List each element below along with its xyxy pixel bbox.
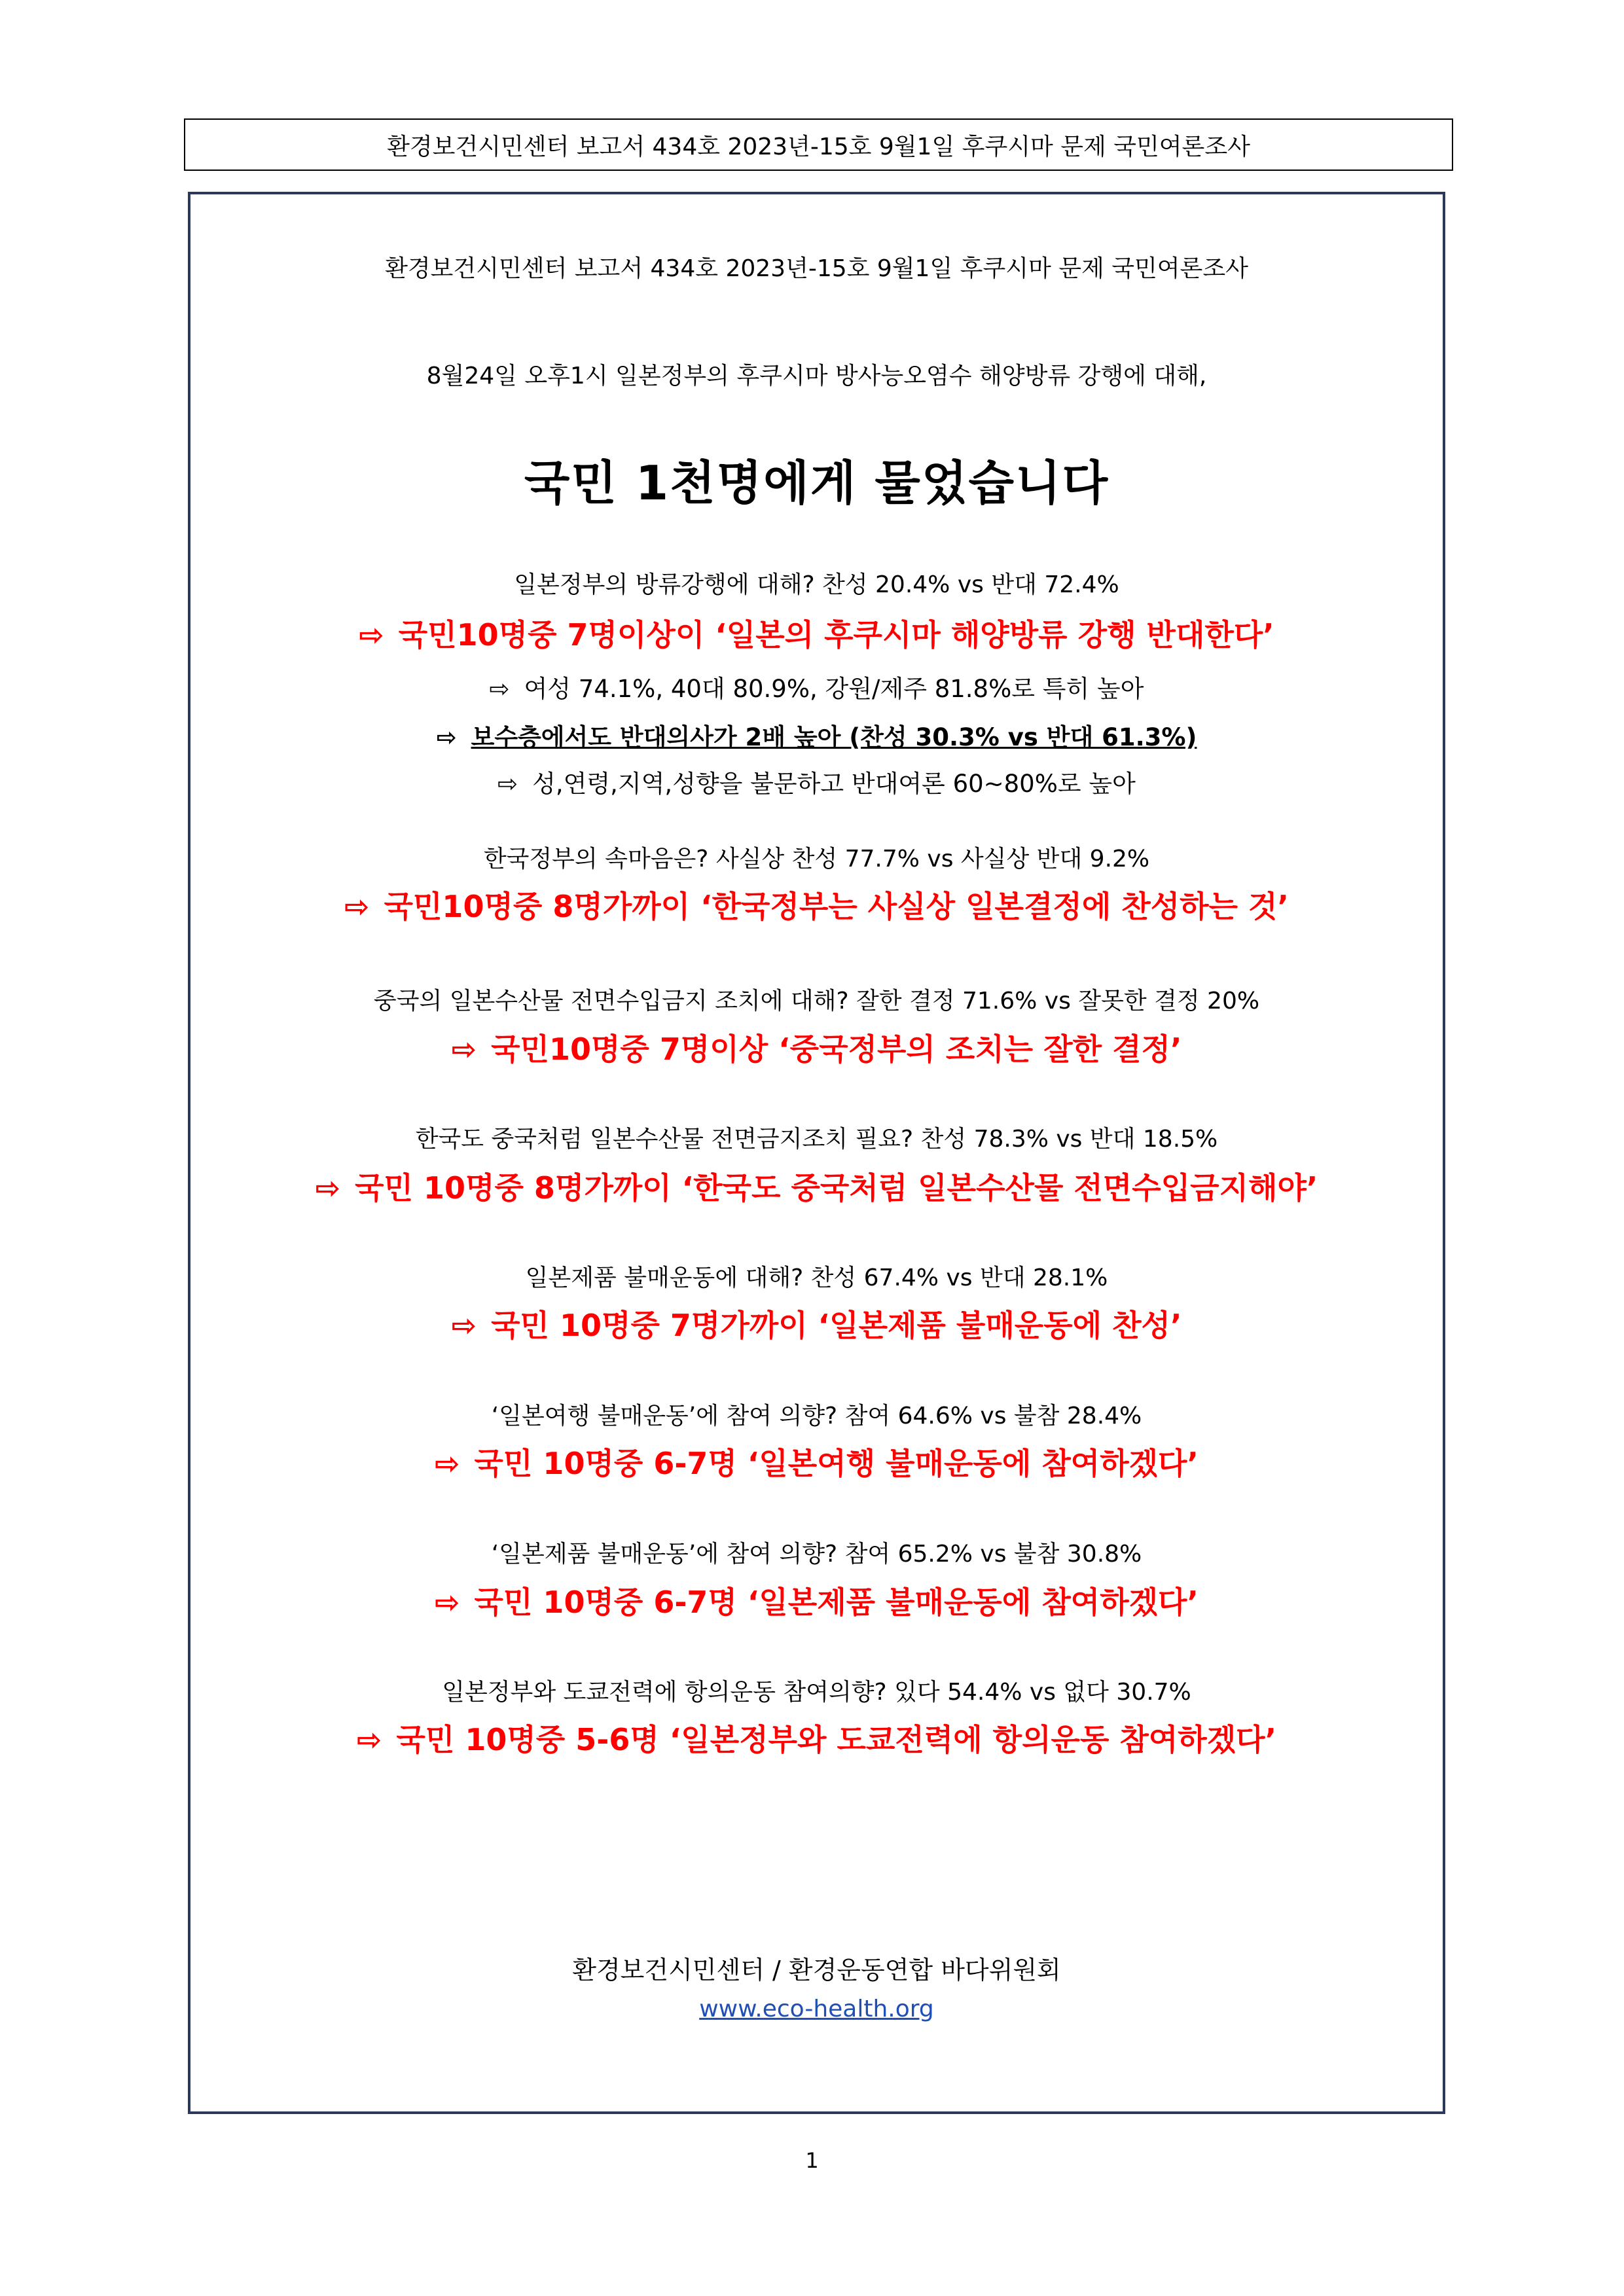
footer-url-link[interactable]: www.eco-health.org: [699, 1996, 934, 2022]
arrow-icon: ⇨: [359, 617, 384, 653]
arrow-icon: ⇨: [436, 723, 457, 751]
headline-2-text: 국민10명중 8명가까이 ‘한국정부는 사실상 일본결정에 찬성하는 것’: [384, 889, 1289, 924]
arrow-icon: ⇨: [497, 770, 518, 798]
footer-link-row: [190, 1996, 1443, 2022]
note-1-2-text: 보수층에서도 반대의사가 2배 높아 (찬성 30.3% vs 반대 61.3%): [471, 723, 1197, 751]
headline-1-text: 국민10명중 7명이상이 ‘일본의 후쿠시마 해양방류 강행 반대한다’: [398, 617, 1274, 653]
arrow-icon: ⇨: [451, 1031, 477, 1067]
arrow-icon: ⇨: [356, 1722, 382, 1757]
headline-8: [190, 1716, 1443, 1759]
note-1-3: [190, 764, 1443, 799]
arrow-icon: ⇨: [451, 1308, 477, 1343]
headline-3-text: 국민10명중 7명이상 ‘중국정부의 조치는 잘한 결정’: [491, 1031, 1182, 1067]
note-1-2: [190, 717, 1443, 753]
headline-2: [190, 883, 1443, 926]
headline-1: [190, 611, 1443, 655]
header-text: 환경보건시민센터 보고서 434호 2023년-15호 9월1일 후쿠시마 문제 국민여론조사: [387, 133, 1250, 160]
question-3: 중국의 일본수산물 전면수입금지 조치에 대해? 잘한 결정 71.6% vs 잘못한 결정 20%: [373, 988, 1260, 1014]
report-title: 국민 1천명에게 물었습니다: [524, 456, 1110, 511]
arrow-icon: ⇨: [435, 1585, 460, 1620]
question-4: 한국도 중국처럼 일본수산물 전면금지조치 필요? 찬성 78.3% vs 반대 18.5%: [415, 1126, 1218, 1153]
footer-org: 환경보건시민센터 / 환경운동연합 바다위원회: [572, 1956, 1061, 1984]
note-1-1: [190, 669, 1443, 704]
report-subtitle: 환경보건시민센터 보고서 434호 2023년-15호 9월1일 후쿠시마 문제 국민여론조사: [385, 255, 1248, 282]
header-box: [184, 118, 1453, 171]
question-7: ‘일본제품 불매운동’에 참여 의향? 참여 65.2% vs 불참 30.8%: [491, 1541, 1142, 1568]
headline-7: [190, 1579, 1443, 1622]
headline-5: [190, 1302, 1443, 1345]
note-1-1-text: 여성 74.1%, 40대 80.9%, 강원/제주 81.8%로 특히 높아: [524, 675, 1144, 703]
headline-4: [190, 1164, 1443, 1208]
page-number: 1: [805, 2148, 819, 2173]
arrow-icon: ⇨: [344, 889, 370, 924]
headline-7-text: 국민 10명중 6-7명 ‘일본제품 불매운동에 참여하겠다’: [474, 1585, 1199, 1620]
question-5: 일본제품 불매운동에 대해? 찬성 67.4% vs 반대 28.1%: [525, 1265, 1108, 1291]
question-8: 일본정부와 도쿄전력에 항의운동 참여의향? 있다 54.4% vs 없다 30.7%: [442, 1679, 1191, 1706]
arrow-icon: ⇨: [435, 1446, 460, 1481]
headline-6-text: 국민 10명중 6-7명 ‘일본여행 불매운동에 참여하겠다’: [474, 1446, 1199, 1481]
headline-8-text: 국민 10명중 5-6명 ‘일본정부와 도쿄전력에 항의운동 참여하겠다’: [396, 1722, 1277, 1757]
headline-3: [190, 1026, 1443, 1069]
question-6: ‘일본여행 불매운동’에 참여 의향? 참여 64.6% vs 불참 28.4%: [491, 1403, 1142, 1429]
headline-5-text: 국민 10명중 7명가까이 ‘일본제품 불매운동에 찬성’: [491, 1308, 1182, 1343]
arrow-icon: ⇨: [315, 1170, 341, 1206]
headline-6: [190, 1440, 1443, 1483]
question-1: 일본정부의 방류강행에 대해? 찬성 20.4% vs 반대 72.4%: [514, 571, 1119, 598]
headline-4-text: 국민 10명중 8명가까이 ‘한국도 중국처럼 일본수산물 전면수입금지해야’: [355, 1170, 1318, 1206]
report-frame: [188, 192, 1445, 2114]
question-2: 한국정부의 속마음은? 사실상 찬성 77.7% vs 사실상 반대 9.2%: [483, 846, 1150, 872]
note-1-3-text: 성,연령,지역,성향을 불문하고 반대여론 60~80%로 높아: [532, 770, 1136, 798]
report-intro: 8월24일 오후1시 일본정부의 후쿠시마 방사능오염수 해양방류 강행에 대해,: [426, 363, 1207, 389]
arrow-icon: ⇨: [489, 675, 510, 703]
